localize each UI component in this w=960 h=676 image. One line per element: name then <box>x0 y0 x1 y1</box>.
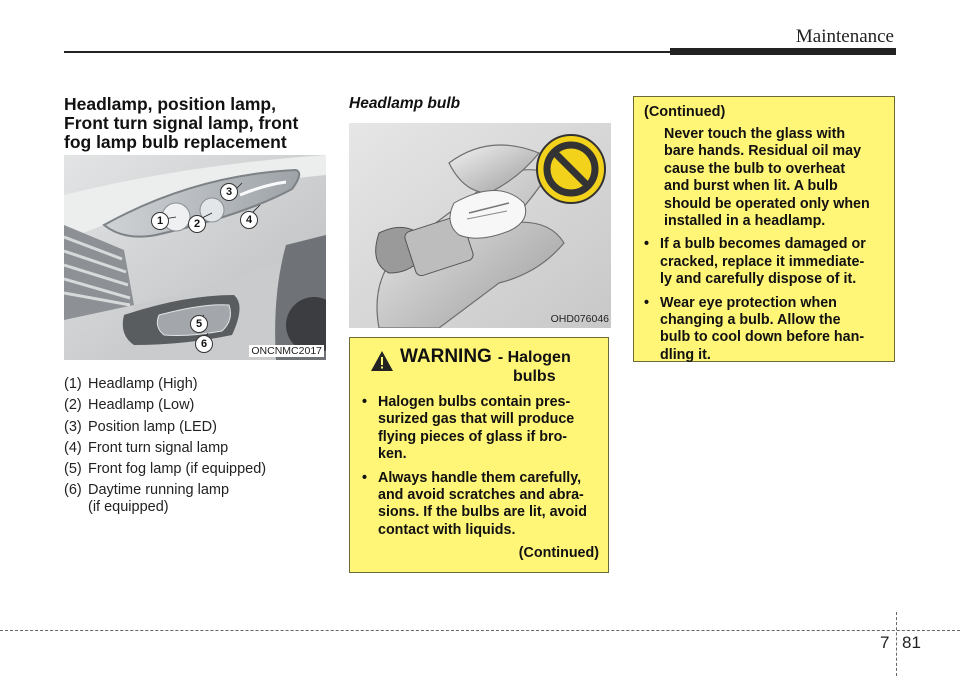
legend-number: (4) <box>64 439 82 456</box>
legend-number: (1) <box>64 376 82 392</box>
figure-code: OHD076046 <box>550 313 609 325</box>
header-rule <box>64 51 670 53</box>
headlamp-figure <box>64 155 326 360</box>
callout-6: 6 <box>195 335 213 353</box>
callout-2: 2 <box>188 215 206 233</box>
bullet-item <box>644 295 885 365</box>
callout-1: 1 <box>151 212 169 230</box>
legend-list <box>64 374 326 516</box>
warning-bullets <box>362 394 599 539</box>
bullet-text: Halogen bulbs contain pres- surized gas that will produce flying pieces of glass if bro- ken. <box>378 394 575 463</box>
legend-text: Headlamp (High) <box>88 376 198 392</box>
footer-rule <box>0 630 960 631</box>
bullet-text: If a bulb becomes damaged or cracked, replace it immediate- ly and carefully dispose of it. <box>660 236 866 288</box>
legend-text: Front turn signal lamp <box>88 439 229 456</box>
legend-item <box>64 480 326 516</box>
legend-item <box>64 395 326 416</box>
continued-title: (Continued) <box>644 104 726 120</box>
legend-number: (3) <box>64 418 82 435</box>
section-heading: Headlamp, position lamp, Front turn signal lamp, front fog lamp bulb replacement <box>64 94 299 152</box>
bullet-dot: • <box>362 394 368 410</box>
continued-warning-box <box>633 96 895 362</box>
legend-item <box>64 438 326 459</box>
warning-box <box>349 337 609 573</box>
page-number: 81 <box>902 633 921 652</box>
callout-4: 4 <box>240 211 258 229</box>
legend-item <box>64 374 326 395</box>
legend-number: (5) <box>64 461 82 478</box>
callout-5: 5 <box>190 315 208 333</box>
continued-paragraph: Never touch the glass with bare hands. Residual oil may cause the bulb to overheat and burst when lit. A bulb should be operated only when installed in a headlamp. <box>664 126 870 230</box>
chapter-number: 7 <box>880 633 890 652</box>
legend-number: (6) <box>64 482 82 499</box>
callout-3: 3 <box>220 183 238 201</box>
legend-text: Daytime running lamp (if equipped) <box>88 482 230 516</box>
warning-topic: - Halogen bulbs <box>497 349 571 385</box>
bullet-dot: • <box>644 294 650 311</box>
legend-text: Front fog lamp (if equipped) <box>88 461 267 478</box>
bullet-item <box>644 236 885 288</box>
bullet-item <box>362 394 599 464</box>
continued-note: (Continued) <box>518 545 599 562</box>
legend-item <box>64 459 326 480</box>
bullet-text: Wear eye protection when changing a bulb. Allow the bulb to cool down before han- dling it. <box>660 294 865 363</box>
warning-label: WARNING <box>400 346 492 367</box>
bullet-text: Always handle them carefully, and avoid scratches and abra- sions. If the bulbs are lit, avoid contact with liquids. <box>378 469 587 538</box>
continued-bullets <box>644 236 885 364</box>
figure-code: ONCNMC2017 <box>251 345 322 357</box>
legend-text: Position lamp (LED) <box>88 418 217 435</box>
bullet-dot: • <box>644 236 650 253</box>
legend-number: (2) <box>64 397 82 414</box>
legend-item <box>64 417 326 438</box>
section-title: Maintenance <box>795 26 894 47</box>
legend-text: Headlamp (Low) <box>88 397 195 414</box>
bullet-dot: • <box>362 469 368 486</box>
bullet-item <box>362 470 599 540</box>
bulb-figure <box>349 123 611 328</box>
header-rule-bold <box>670 48 896 55</box>
footer-divider <box>896 612 897 676</box>
warning-header <box>370 346 599 386</box>
subsection-heading: Headlamp bulb <box>349 95 461 112</box>
warning-triangle-icon <box>370 350 394 372</box>
hand-holding-bulb-illustration <box>349 123 611 328</box>
